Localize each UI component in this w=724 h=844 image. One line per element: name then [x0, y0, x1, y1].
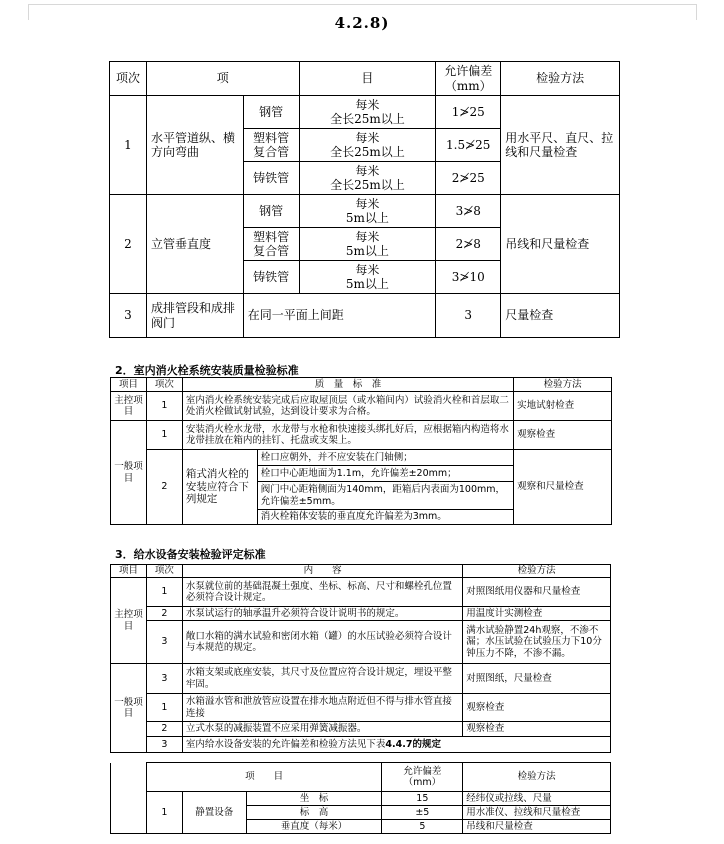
sub-item: 消火栓箱体安装的垂直度允许偏差为3mm。 — [257, 510, 513, 525]
item-name: 成排管段和成排阀门 — [146, 294, 243, 338]
content-text: 水箱支架或底座安装，其尺寸及位置应符合设计规定，埋设平整牢固。 — [182, 664, 462, 694]
table-row — [111, 450, 612, 466]
tolerance-cell: 1≯25 — [436, 96, 501, 129]
method-cell: 对照图纸，尺量检查 — [463, 664, 611, 694]
method-cell: 观察检查 — [463, 694, 611, 722]
table-row — [110, 96, 620, 129]
tolerance-cell: 5 — [382, 820, 463, 834]
row-number: 1 — [110, 96, 147, 195]
table-row — [111, 392, 612, 421]
category-cell: 一般项目 — [111, 421, 147, 525]
blank-cell — [111, 763, 147, 792]
method-cell: 吊线和尺量检查 — [463, 820, 611, 834]
header-cell: 检验方法 — [501, 62, 620, 96]
row-number: 3 — [110, 294, 147, 338]
method-cell: 用温度计实测检查 — [463, 607, 611, 621]
content-text: 水箱溢水管和泄放管应设置在排水地点附近但不得与排水管直接连接 — [182, 694, 462, 722]
blank-cell — [111, 792, 147, 834]
header-cell: 目 — [299, 62, 436, 96]
content-text: 水泵就位前的基础混凝土强度、坐标、标高、尺寸和螺栓孔位置必须符合设计规定。 — [182, 578, 462, 607]
tolerance-cell: 2≯8 — [436, 228, 501, 261]
item-cell: 垂直度（每米） — [246, 820, 382, 834]
spec-cell: 每米 5m以上 — [299, 228, 436, 261]
row-number: 3 — [146, 737, 182, 753]
method-cell: 用水平尺、直尺、拉线和尺量检查 — [501, 96, 620, 195]
sub-label: 箱式消火栓的安装应符合下列规定 — [182, 450, 257, 525]
table-row — [111, 694, 611, 722]
tolerance-cell: 2≯25 — [436, 162, 501, 195]
row-number: 3 — [146, 621, 182, 664]
spec-cell: 在同一平面上间距 — [243, 294, 436, 338]
material-cell: 钢管 — [243, 96, 299, 129]
standard-text: 安装消火栓水龙带，水龙带与水枪和快速接头绑扎好后，应根据箱内构造将水龙带挂放在箱内的挂钉、托盘或支架上。 — [182, 421, 513, 450]
sub-item: 栓口中心距地面为1.1m，允许偏差±20mm； — [257, 466, 513, 482]
header-cell: 项目 — [111, 378, 147, 392]
table-header-row — [111, 378, 612, 392]
table-row — [111, 722, 611, 737]
content-text: 立式水泵的减振装置不应采用弹簧减振器。 — [182, 722, 462, 737]
method-cell: 对照图纸用仪器和尺量检查 — [463, 578, 611, 607]
header-cell: 内 容 — [182, 565, 462, 578]
header-cell: 项 目 — [146, 763, 381, 792]
row-number: 1 — [146, 578, 182, 607]
item-cell: 坐 标 — [246, 792, 382, 806]
hydrant-standard-table — [110, 377, 612, 525]
header-cell-tolerance: 允许偏差 （mm） — [436, 62, 501, 96]
header-cell-tolerance: 允许偏差 （mm） — [382, 763, 463, 792]
tolerance-cell: 3≯10 — [436, 261, 501, 294]
table-row — [111, 621, 611, 664]
method-cell: 经纬仪或拉线、尺量 — [463, 792, 611, 806]
content-text: 室内给水设备安装的允许偏差和检验方法见下表4.4.7的规定 — [182, 737, 610, 753]
header-cell: 项次 — [146, 378, 182, 392]
method-cell: 观察和尺量检查 — [514, 450, 612, 525]
header-cell: 检验方法 — [514, 378, 612, 392]
row-number: 2 — [146, 722, 182, 737]
spec-cell: 每米 全长25m以上 — [299, 96, 436, 129]
table-row — [111, 421, 612, 450]
tolerance-cell: 15 — [382, 792, 463, 806]
row-number: 2 — [146, 450, 182, 525]
header-cell: 项目 — [111, 565, 147, 578]
item-name: 立管垂直度 — [146, 195, 243, 294]
page-title: 4.2.8) — [334, 14, 390, 32]
section-title: 3．给水设备安装检验评定标准 — [115, 548, 266, 561]
material-cell: 铸铁管 — [243, 162, 299, 195]
item-name: 水平管道纵、横方向弯曲 — [146, 96, 243, 195]
method-cell: 观察检查 — [514, 421, 612, 450]
method-cell: 实地试射检查 — [514, 392, 612, 421]
material-cell: 钢管 — [243, 195, 299, 228]
method-cell: 满水试验静置24h观察，不渗不漏；水压试验在试验压力下10分钟压力不降，不渗不漏。 — [463, 621, 611, 664]
category-cell: 主控项目 — [111, 578, 147, 664]
table-header-row — [111, 565, 611, 578]
table-header-row — [111, 763, 611, 792]
spec-cell: 每米 全长25m以上 — [299, 162, 436, 195]
header-cell: 项 — [146, 62, 299, 96]
row-number: 3 — [146, 664, 182, 694]
table-header-row — [110, 62, 620, 96]
sub-item: 栓口应朝外，并不应安装在门轴侧； — [257, 450, 513, 466]
table-row — [111, 607, 611, 621]
table-row — [111, 792, 611, 806]
content-text: 水泵试运行的轴承温升必须符合设计说明书的规定。 — [182, 607, 462, 621]
header-cell: 项次 — [110, 62, 147, 96]
table-row — [110, 294, 620, 338]
standard-text: 室内消火栓系统安装完成后应取屋顶层（或水箱间内）试验消火栓和首层取二处消火栓做试射试验，达到设计要求为合格。 — [182, 392, 513, 421]
table-row — [110, 195, 620, 228]
header-cell: 质 量 标 准 — [182, 378, 513, 392]
method-cell: 观察检查 — [463, 722, 611, 737]
tolerance-cell: ±5 — [382, 806, 463, 820]
material-cell: 铸铁管 — [243, 261, 299, 294]
category-cell: 一般项目 — [111, 664, 147, 753]
item-cell: 标 高 — [246, 806, 382, 820]
material-cell: 塑料管复合管 — [243, 129, 299, 162]
row-number: 2 — [110, 195, 147, 294]
tolerance-cell: 3≯8 — [436, 195, 501, 228]
row-number: 1 — [146, 694, 182, 722]
row-number: 1 — [146, 792, 182, 834]
spec-cell: 每米 5m以上 — [299, 195, 436, 228]
method-cell: 吊线和尺量检查 — [501, 195, 620, 294]
table-row — [111, 737, 611, 753]
content-text: 敞口水箱的满水试验和密闭水箱（罐）的水压试验必须符合设计与本规范的规定。 — [182, 621, 462, 664]
group-name: 静置设备 — [182, 792, 246, 834]
tolerance-cell: 1.5≯25 — [436, 129, 501, 162]
spec-cell: 每米 全长25m以上 — [299, 129, 436, 162]
tolerance-cell: 3 — [436, 294, 501, 338]
table-row — [111, 664, 611, 694]
row-number: 1 — [146, 392, 182, 421]
table-row — [111, 578, 611, 607]
section-title: 2．室内消火栓系统安装质量检验标准 — [115, 364, 299, 377]
header-cell: 项次 — [146, 565, 182, 578]
material-cell: 塑料管复合管 — [243, 228, 299, 261]
page-header-rule — [28, 4, 696, 5]
header-cell: 检验方法 — [463, 763, 611, 792]
row-number: 1 — [146, 421, 182, 450]
header-cell: 检验方法 — [463, 565, 611, 578]
equipment-standard-table — [110, 564, 611, 753]
spec-cell: 每米 5m以上 — [299, 261, 436, 294]
sub-item: 阀门中心距箱侧面为140mm，距箱后内表面为100mm，允许偏差±5mm。 — [257, 482, 513, 510]
equipment-tolerance-table — [110, 762, 611, 834]
method-cell: 尺量检查 — [501, 294, 620, 338]
row-number: 2 — [146, 607, 182, 621]
category-cell: 主控项目 — [111, 392, 147, 421]
pipe-tolerance-table — [109, 61, 620, 338]
method-cell: 用水准仪、拉线和尺量检查 — [463, 806, 611, 820]
